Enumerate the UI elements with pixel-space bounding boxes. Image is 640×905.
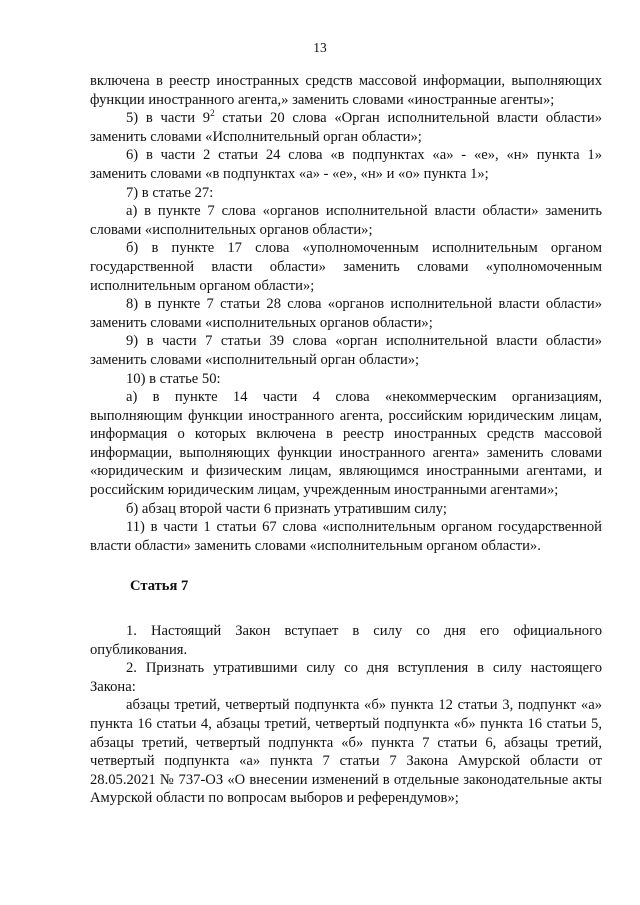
paragraph: 8) в пункте 7 статьи 28 слова «органов исполнительной власти области» заменить словами «исполнительных органов области»; (90, 296, 602, 331)
paragraph: 2. Признать утратившими силу со дня вступления в силу настоящего Закона: (90, 660, 602, 695)
paragraph: б) в пункте 17 слова «уполномоченным исполнительным органом государственной власти области» заменить словами «уполномоченным исполнительным органом области»; (90, 240, 602, 294)
paragraph: 5) в части $9^2$ статьи 20 слова «Орган исполнительной власти области» заменить словами «Исполнительный орган области»; (90, 108, 602, 145)
paragraph: абзацы третий, четвертый подпункта «б» пункта 12 статьи 3, подпункт «а» пункта 16 статьи 4, абзацы третий, четвертый подпункта «б» пункта 16 статьи 5, абзацы третий, четвертый подпункта «б» пункта 7 статьи 6, абзацы третий, четвертый подпункта «а» пункта 7 статьи 7 Закона Амурской области от 28.05.2021 № 737-ОЗ «О внесении изменений в отдельные законодательные акты Амурской области по вопросам выборов и референдумов»; (90, 697, 602, 807)
paragraph: включена в реестр иностранных средств массовой информации, выполняющих функции иностранного агента,» заменить словами «иностранные агенты»; (90, 73, 602, 108)
paragraph: а) в пункте 7 слова «органов исполнительной власти области» заменить словами «исполнительных органов области»; (90, 203, 602, 238)
amendments-list (90, 72, 602, 555)
article-heading: Статья 7 (130, 578, 189, 595)
document-body (90, 72, 602, 808)
article-7-text (90, 622, 602, 808)
paragraph: а) в пункте 14 части 4 слова «некоммерческим организациям, выполняющим функции иностранного агента, российским юридическим лицам, информация о которых включена в реестр иностранных средств массовой информации, выполняющих функции иностранного агента» заменить словами «юридическим и физическим лицам, являющимся иностранными агентами, и российским юридическим лицам, учрежденным иностранными агентами»; (90, 389, 602, 499)
paragraph: 10) в статье 50: (126, 370, 221, 387)
paragraph: 11) в части 1 статьи 67 слова «исполнительным органом государственной власти области» заменить словами «исполнительным органом области». (90, 519, 602, 554)
paragraph: 9) в части 7 статьи 39 слова «орган исполнительной власти области» заменить словами «исполнительный орган области»; (90, 333, 602, 368)
paragraph: 6) в части 2 статьи 24 слова «в подпунктах «а» - «е», «н» пункта 1» заменить словами «в подпунктах «а» - «е», «н» и «о» пункта 1»; (90, 147, 602, 182)
paragraph: 7) в статье 27: (126, 184, 214, 201)
page-number: 13 (313, 40, 327, 55)
paragraph: 1. Настоящий Закон вступает в силу со дня его официального опубликования. (90, 623, 602, 658)
paragraph: б) абзац второй части 6 признать утратившим силу; (126, 500, 447, 517)
